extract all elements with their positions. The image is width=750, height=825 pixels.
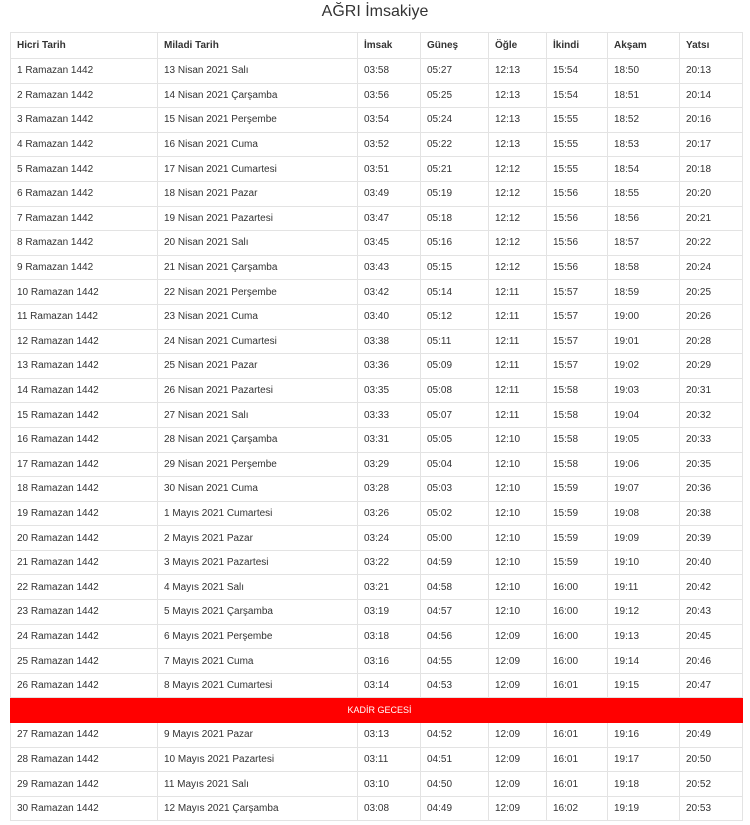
- cell-imsak: 03:42: [358, 280, 421, 305]
- cell-ogle: 12:10: [489, 600, 547, 625]
- table-header-row: [11, 33, 743, 59]
- cell-ogle: 12:13: [489, 132, 547, 157]
- cell-ikindi: 15:54: [547, 59, 608, 84]
- cell-gunes: 05:24: [421, 108, 489, 133]
- table-row: [11, 550, 743, 575]
- cell-hicri-tarih: 9 Ramazan 1442: [11, 255, 158, 280]
- header-gunes: Güneş: [421, 33, 489, 59]
- cell-miladi-tarih: 24 Nisan 2021 Cumartesi: [158, 329, 358, 354]
- cell-imsak: 03:36: [358, 354, 421, 379]
- cell-imsak: 03:21: [358, 575, 421, 600]
- cell-ikindi: 15:57: [547, 280, 608, 305]
- table-row: [11, 624, 743, 649]
- cell-yatsi: 20:17: [680, 132, 743, 157]
- cell-aksam: 18:59: [608, 280, 680, 305]
- cell-hicri-tarih: 13 Ramazan 1442: [11, 354, 158, 379]
- cell-ogle: 12:09: [489, 624, 547, 649]
- cell-hicri-tarih: 27 Ramazan 1442: [11, 723, 158, 748]
- cell-miladi-tarih: 23 Nisan 2021 Cuma: [158, 304, 358, 329]
- cell-imsak: 03:29: [358, 452, 421, 477]
- cell-gunes: 04:57: [421, 600, 489, 625]
- cell-ogle: 12:11: [489, 378, 547, 403]
- cell-gunes: 04:58: [421, 575, 489, 600]
- cell-gunes: 05:14: [421, 280, 489, 305]
- cell-gunes: 05:12: [421, 304, 489, 329]
- cell-ikindi: 15:57: [547, 304, 608, 329]
- cell-miladi-tarih: 4 Mayıs 2021 Salı: [158, 575, 358, 600]
- cell-aksam: 19:07: [608, 477, 680, 502]
- cell-miladi-tarih: 2 Mayıs 2021 Pazar: [158, 526, 358, 551]
- header-ikindi: İkindi: [547, 33, 608, 59]
- cell-hicri-tarih: 14 Ramazan 1442: [11, 378, 158, 403]
- cell-aksam: 19:02: [608, 354, 680, 379]
- table-row: [11, 132, 743, 157]
- cell-yatsi: 20:29: [680, 354, 743, 379]
- cell-ogle: 12:13: [489, 83, 547, 108]
- cell-ogle: 12:12: [489, 231, 547, 256]
- cell-imsak: 03:13: [358, 723, 421, 748]
- table-row: [11, 796, 743, 821]
- cell-ogle: 12:09: [489, 649, 547, 674]
- cell-gunes: 04:49: [421, 796, 489, 821]
- cell-aksam: 18:51: [608, 83, 680, 108]
- cell-aksam: 18:57: [608, 231, 680, 256]
- cell-aksam: 19:03: [608, 378, 680, 403]
- cell-imsak: 03:28: [358, 477, 421, 502]
- cell-ogle: 12:11: [489, 354, 547, 379]
- cell-ogle: 12:09: [489, 723, 547, 748]
- cell-hicri-tarih: 6 Ramazan 1442: [11, 181, 158, 206]
- table-row: [11, 772, 743, 797]
- cell-aksam: 18:56: [608, 206, 680, 231]
- cell-yatsi: 20:32: [680, 403, 743, 428]
- cell-miladi-tarih: 13 Nisan 2021 Salı: [158, 59, 358, 84]
- table-row: [11, 280, 743, 305]
- cell-miladi-tarih: 28 Nisan 2021 Çarşamba: [158, 427, 358, 452]
- cell-hicri-tarih: 30 Ramazan 1442: [11, 796, 158, 821]
- table-row: [11, 427, 743, 452]
- cell-ogle: 12:11: [489, 304, 547, 329]
- table-row: [11, 600, 743, 625]
- cell-ikindi: 15:58: [547, 378, 608, 403]
- cell-ikindi: 15:57: [547, 354, 608, 379]
- cell-ikindi: 15:58: [547, 403, 608, 428]
- cell-gunes: 05:16: [421, 231, 489, 256]
- cell-imsak: 03:19: [358, 600, 421, 625]
- cell-yatsi: 20:36: [680, 477, 743, 502]
- cell-miladi-tarih: 18 Nisan 2021 Pazar: [158, 181, 358, 206]
- cell-imsak: 03:14: [358, 673, 421, 698]
- cell-hicri-tarih: 5 Ramazan 1442: [11, 157, 158, 182]
- cell-gunes: 05:18: [421, 206, 489, 231]
- table-row: [11, 501, 743, 526]
- cell-ogle: 12:12: [489, 157, 547, 182]
- cell-yatsi: 20:21: [680, 206, 743, 231]
- cell-aksam: 19:19: [608, 796, 680, 821]
- cell-hicri-tarih: 16 Ramazan 1442: [11, 427, 158, 452]
- cell-imsak: 03:22: [358, 550, 421, 575]
- cell-gunes: 05:02: [421, 501, 489, 526]
- cell-imsak: 03:35: [358, 378, 421, 403]
- cell-ogle: 12:13: [489, 59, 547, 84]
- cell-yatsi: 20:40: [680, 550, 743, 575]
- table-row: [11, 181, 743, 206]
- cell-hicri-tarih: 3 Ramazan 1442: [11, 108, 158, 133]
- cell-imsak: 03:26: [358, 501, 421, 526]
- cell-gunes: 05:21: [421, 157, 489, 182]
- cell-ikindi: 15:59: [547, 477, 608, 502]
- cell-aksam: 18:50: [608, 59, 680, 84]
- cell-hicri-tarih: 25 Ramazan 1442: [11, 649, 158, 674]
- page-title: AĞRI İmsakiye: [321, 3, 429, 20]
- cell-miladi-tarih: 9 Mayıs 2021 Pazar: [158, 723, 358, 748]
- cell-imsak: 03:18: [358, 624, 421, 649]
- cell-ogle: 12:10: [489, 477, 547, 502]
- cell-ikindi: 15:56: [547, 255, 608, 280]
- cell-gunes: 05:00: [421, 526, 489, 551]
- cell-miladi-tarih: 25 Nisan 2021 Pazar: [158, 354, 358, 379]
- table-row: [11, 403, 743, 428]
- cell-ikindi: 15:59: [547, 501, 608, 526]
- cell-imsak: 03:33: [358, 403, 421, 428]
- table-row: [11, 477, 743, 502]
- cell-yatsi: 20:31: [680, 378, 743, 403]
- cell-hicri-tarih: 26 Ramazan 1442: [11, 673, 158, 698]
- cell-ogle: 12:10: [489, 427, 547, 452]
- table-row: [11, 83, 743, 108]
- table-row: [11, 452, 743, 477]
- cell-miladi-tarih: 10 Mayıs 2021 Pazartesi: [158, 747, 358, 772]
- cell-hicri-tarih: 4 Ramazan 1442: [11, 132, 158, 157]
- cell-aksam: 19:09: [608, 526, 680, 551]
- cell-imsak: 03:40: [358, 304, 421, 329]
- cell-ikindi: 16:01: [547, 772, 608, 797]
- cell-hicri-tarih: 1 Ramazan 1442: [11, 59, 158, 84]
- cell-ikindi: 15:54: [547, 83, 608, 108]
- cell-aksam: 19:11: [608, 575, 680, 600]
- cell-gunes: 05:07: [421, 403, 489, 428]
- table-row: [11, 378, 743, 403]
- cell-ogle: 12:11: [489, 403, 547, 428]
- cell-gunes: 05:03: [421, 477, 489, 502]
- cell-aksam: 19:15: [608, 673, 680, 698]
- cell-gunes: 05:15: [421, 255, 489, 280]
- cell-miladi-tarih: 8 Mayıs 2021 Cumartesi: [158, 673, 358, 698]
- cell-yatsi: 20:38: [680, 501, 743, 526]
- cell-yatsi: 20:18: [680, 157, 743, 182]
- cell-miladi-tarih: 15 Nisan 2021 Perşembe: [158, 108, 358, 133]
- header-yatsi: Yatsı: [680, 33, 743, 59]
- cell-ogle: 12:11: [489, 280, 547, 305]
- cell-ogle: 12:13: [489, 108, 547, 133]
- cell-ikindi: 15:56: [547, 181, 608, 206]
- cell-ogle: 12:10: [489, 550, 547, 575]
- cell-imsak: 03:08: [358, 796, 421, 821]
- table-row: [11, 526, 743, 551]
- cell-imsak: 03:31: [358, 427, 421, 452]
- cell-aksam: 18:52: [608, 108, 680, 133]
- cell-hicri-tarih: 22 Ramazan 1442: [11, 575, 158, 600]
- cell-hicri-tarih: 23 Ramazan 1442: [11, 600, 158, 625]
- cell-ikindi: 15:58: [547, 427, 608, 452]
- cell-hicri-tarih: 20 Ramazan 1442: [11, 526, 158, 551]
- cell-yatsi: 20:20: [680, 181, 743, 206]
- table-row: [11, 354, 743, 379]
- cell-hicri-tarih: 15 Ramazan 1442: [11, 403, 158, 428]
- cell-gunes: 05:19: [421, 181, 489, 206]
- cell-aksam: 19:04: [608, 403, 680, 428]
- cell-gunes: 04:51: [421, 747, 489, 772]
- cell-imsak: 03:49: [358, 181, 421, 206]
- cell-aksam: 19:05: [608, 427, 680, 452]
- cell-imsak: 03:10: [358, 772, 421, 797]
- cell-gunes: 05:27: [421, 59, 489, 84]
- cell-imsak: 03:16: [358, 649, 421, 674]
- cell-imsak: 03:24: [358, 526, 421, 551]
- cell-aksam: 18:54: [608, 157, 680, 182]
- cell-aksam: 19:01: [608, 329, 680, 354]
- cell-ikindi: 16:02: [547, 796, 608, 821]
- table-row: [11, 723, 743, 748]
- cell-ikindi: 16:01: [547, 673, 608, 698]
- header-aksam: Akşam: [608, 33, 680, 59]
- cell-miladi-tarih: 3 Mayıs 2021 Pazartesi: [158, 550, 358, 575]
- cell-imsak: 03:52: [358, 132, 421, 157]
- cell-ikindi: 15:55: [547, 132, 608, 157]
- cell-imsak: 03:51: [358, 157, 421, 182]
- table-row: [11, 108, 743, 133]
- cell-aksam: 19:06: [608, 452, 680, 477]
- cell-yatsi: 20:26: [680, 304, 743, 329]
- cell-hicri-tarih: 17 Ramazan 1442: [11, 452, 158, 477]
- cell-imsak: 03:11: [358, 747, 421, 772]
- cell-yatsi: 20:39: [680, 526, 743, 551]
- cell-hicri-tarih: 28 Ramazan 1442: [11, 747, 158, 772]
- cell-ikindi: 15:55: [547, 157, 608, 182]
- table-row: [11, 304, 743, 329]
- cell-ikindi: 15:56: [547, 231, 608, 256]
- header-imsak: İmsak: [358, 33, 421, 59]
- cell-miladi-tarih: 12 Mayıs 2021 Çarşamba: [158, 796, 358, 821]
- cell-yatsi: 20:43: [680, 600, 743, 625]
- cell-ikindi: 15:58: [547, 452, 608, 477]
- cell-miladi-tarih: 17 Nisan 2021 Cumartesi: [158, 157, 358, 182]
- cell-miladi-tarih: 7 Mayıs 2021 Cuma: [158, 649, 358, 674]
- cell-aksam: 18:53: [608, 132, 680, 157]
- cell-hicri-tarih: 8 Ramazan 1442: [11, 231, 158, 256]
- cell-ikindi: 16:00: [547, 575, 608, 600]
- cell-ikindi: 16:01: [547, 723, 608, 748]
- cell-ikindi: 16:00: [547, 600, 608, 625]
- cell-miladi-tarih: 26 Nisan 2021 Pazartesi: [158, 378, 358, 403]
- table-row: [11, 157, 743, 182]
- cell-aksam: 19:18: [608, 772, 680, 797]
- table-row: [11, 747, 743, 772]
- cell-yatsi: 20:22: [680, 231, 743, 256]
- cell-ogle: 12:09: [489, 772, 547, 797]
- cell-ogle: 12:12: [489, 255, 547, 280]
- cell-yatsi: 20:53: [680, 796, 743, 821]
- cell-imsak: 03:47: [358, 206, 421, 231]
- cell-yatsi: 20:24: [680, 255, 743, 280]
- cell-ogle: 12:10: [489, 501, 547, 526]
- cell-yatsi: 20:45: [680, 624, 743, 649]
- cell-miladi-tarih: 21 Nisan 2021 Çarşamba: [158, 255, 358, 280]
- cell-yatsi: 20:14: [680, 83, 743, 108]
- cell-miladi-tarih: 5 Mayıs 2021 Çarşamba: [158, 600, 358, 625]
- cell-aksam: 18:58: [608, 255, 680, 280]
- cell-gunes: 05:25: [421, 83, 489, 108]
- cell-miladi-tarih: 16 Nisan 2021 Cuma: [158, 132, 358, 157]
- cell-ikindi: 16:00: [547, 649, 608, 674]
- cell-gunes: 05:08: [421, 378, 489, 403]
- cell-gunes: 04:53: [421, 673, 489, 698]
- cell-gunes: 05:05: [421, 427, 489, 452]
- cell-imsak: 03:45: [358, 231, 421, 256]
- imsakiye-table: [10, 32, 743, 821]
- cell-hicri-tarih: 10 Ramazan 1442: [11, 280, 158, 305]
- cell-miladi-tarih: 1 Mayıs 2021 Cumartesi: [158, 501, 358, 526]
- cell-aksam: 19:10: [608, 550, 680, 575]
- table-row: [11, 206, 743, 231]
- cell-ogle: 12:10: [489, 526, 547, 551]
- cell-hicri-tarih: 12 Ramazan 1442: [11, 329, 158, 354]
- cell-aksam: 19:08: [608, 501, 680, 526]
- cell-ogle: 12:11: [489, 329, 547, 354]
- table-row: [11, 59, 743, 84]
- cell-hicri-tarih: 7 Ramazan 1442: [11, 206, 158, 231]
- cell-yatsi: 20:33: [680, 427, 743, 452]
- cell-hicri-tarih: 2 Ramazan 1442: [11, 83, 158, 108]
- cell-yatsi: 20:35: [680, 452, 743, 477]
- cell-ogle: 12:10: [489, 575, 547, 600]
- cell-ogle: 12:10: [489, 452, 547, 477]
- table-row: [11, 231, 743, 256]
- cell-imsak: 03:38: [358, 329, 421, 354]
- cell-imsak: 03:54: [358, 108, 421, 133]
- cell-gunes: 05:11: [421, 329, 489, 354]
- cell-gunes: 05:22: [421, 132, 489, 157]
- cell-gunes: 05:04: [421, 452, 489, 477]
- table-row: [11, 255, 743, 280]
- cell-yatsi: 20:25: [680, 280, 743, 305]
- cell-ikindi: 15:57: [547, 329, 608, 354]
- cell-miladi-tarih: 27 Nisan 2021 Salı: [158, 403, 358, 428]
- cell-hicri-tarih: 18 Ramazan 1442: [11, 477, 158, 502]
- cell-miladi-tarih: 20 Nisan 2021 Salı: [158, 231, 358, 256]
- cell-miladi-tarih: 11 Mayıs 2021 Salı: [158, 772, 358, 797]
- cell-gunes: 04:52: [421, 723, 489, 748]
- table-row: [11, 575, 743, 600]
- header-hicri-tarih: Hicri Tarih: [11, 33, 158, 59]
- cell-miladi-tarih: 19 Nisan 2021 Pazartesi: [158, 206, 358, 231]
- cell-ogle: 12:09: [489, 796, 547, 821]
- cell-gunes: 05:09: [421, 354, 489, 379]
- cell-miladi-tarih: 22 Nisan 2021 Perşembe: [158, 280, 358, 305]
- cell-yatsi: 20:13: [680, 59, 743, 84]
- table-row: [11, 329, 743, 354]
- cell-aksam: 19:16: [608, 723, 680, 748]
- kadir-gecesi-row: [11, 698, 743, 723]
- cell-yatsi: 20:46: [680, 649, 743, 674]
- cell-ikindi: 15:59: [547, 550, 608, 575]
- cell-hicri-tarih: 24 Ramazan 1442: [11, 624, 158, 649]
- cell-miladi-tarih: 29 Nisan 2021 Perşembe: [158, 452, 358, 477]
- table-body: [11, 59, 743, 821]
- table-row: [11, 673, 743, 698]
- cell-gunes: 04:56: [421, 624, 489, 649]
- cell-ikindi: 15:59: [547, 526, 608, 551]
- cell-aksam: 19:13: [608, 624, 680, 649]
- cell-hicri-tarih: 11 Ramazan 1442: [11, 304, 158, 329]
- cell-ikindi: 16:00: [547, 624, 608, 649]
- cell-yatsi: 20:52: [680, 772, 743, 797]
- cell-gunes: 04:55: [421, 649, 489, 674]
- cell-ikindi: 16:01: [547, 747, 608, 772]
- cell-aksam: 18:55: [608, 181, 680, 206]
- cell-ikindi: 15:56: [547, 206, 608, 231]
- header-miladi-tarih: Miladi Tarih: [158, 33, 358, 59]
- cell-imsak: 03:43: [358, 255, 421, 280]
- cell-aksam: 19:00: [608, 304, 680, 329]
- cell-hicri-tarih: 19 Ramazan 1442: [11, 501, 158, 526]
- cell-aksam: 19:14: [608, 649, 680, 674]
- cell-yatsi: 20:49: [680, 723, 743, 748]
- cell-ogle: 12:09: [489, 747, 547, 772]
- cell-yatsi: 20:42: [680, 575, 743, 600]
- cell-gunes: 04:50: [421, 772, 489, 797]
- cell-miladi-tarih: 14 Nisan 2021 Çarşamba: [158, 83, 358, 108]
- cell-yatsi: 20:47: [680, 673, 743, 698]
- cell-yatsi: 20:16: [680, 108, 743, 133]
- cell-hicri-tarih: 21 Ramazan 1442: [11, 550, 158, 575]
- cell-yatsi: 20:28: [680, 329, 743, 354]
- cell-ikindi: 15:55: [547, 108, 608, 133]
- cell-gunes: 04:59: [421, 550, 489, 575]
- kadir-gecesi-label: KADİR GECESİ: [11, 698, 743, 723]
- cell-miladi-tarih: 30 Nisan 2021 Cuma: [158, 477, 358, 502]
- cell-imsak: 03:58: [358, 59, 421, 84]
- cell-aksam: 19:17: [608, 747, 680, 772]
- header-ogle: Öğle: [489, 33, 547, 59]
- cell-miladi-tarih: 6 Mayıs 2021 Perşembe: [158, 624, 358, 649]
- cell-imsak: 03:56: [358, 83, 421, 108]
- cell-aksam: 19:12: [608, 600, 680, 625]
- cell-ogle: 12:09: [489, 673, 547, 698]
- cell-yatsi: 20:50: [680, 747, 743, 772]
- cell-hicri-tarih: 29 Ramazan 1442: [11, 772, 158, 797]
- table-row: [11, 649, 743, 674]
- cell-ogle: 12:12: [489, 181, 547, 206]
- cell-ogle: 12:12: [489, 206, 547, 231]
